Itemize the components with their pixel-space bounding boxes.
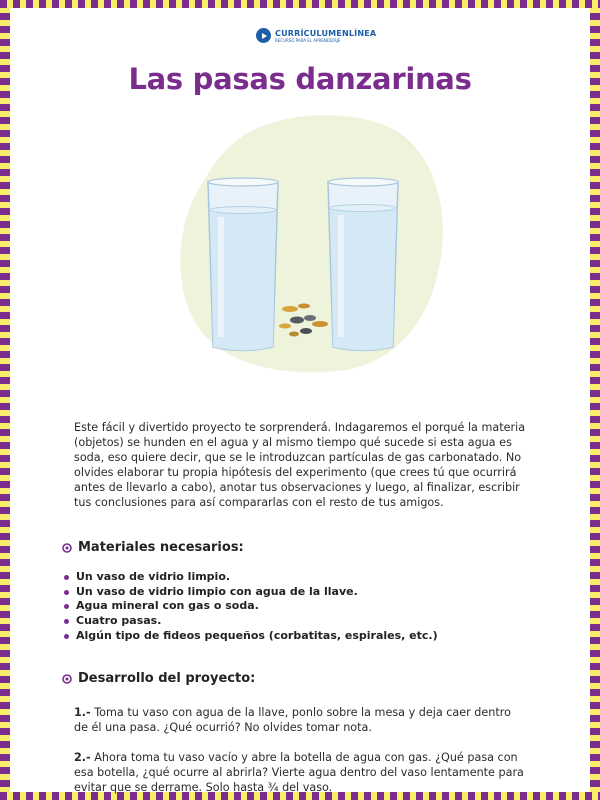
swirl-bullet-icon [62,543,72,553]
list-item: Un vaso de vidrio limpio con agua de la llave. [64,585,438,600]
intro-paragraph: Este fácil y divertido proyecto te sorprenderá. Indagaremos el porqué la materia (objetos) se hunden en el agua y al mismo tiempo qué sucede si esta agua es soda, eso quiere decir, que se le introduzcan partículas de gas carbonatado. No olvides elaborar tu propia hipótesis del experimento (que crees tú que ocurrirá antes de llevarlo a cabo), anotar tus observaciones y luego, al finalizar, escribir tus conclusiones para así compararlas con el resto de tus amigos. [74,421,526,509]
development-heading-text: Desarrollo del proyecto: [78,671,256,686]
border-right [590,0,600,800]
development-heading [62,671,255,686]
glass-right [328,178,398,351]
materials-list [64,570,438,644]
bullet-dot-icon [64,604,69,609]
step-2: 2.- Ahora toma tu vaso vacío y abre la botella de agua con gas. ¿Qué pasa con esa botella, ¿qué ocurre al abrirla? Vierte agua dentro del vaso lentamente para evitar que se derrame. Solo hasta ¾ del vaso. [74,751,524,794]
list-item: Algún tipo de fideos pequeños (corbatitas, espirales, etc.) [64,629,438,644]
logo-play-icon [256,28,271,43]
border-left [0,0,10,800]
list-item: Un vaso de vidrio limpio. [64,570,438,585]
list-item: Agua mineral con gas o soda. [64,599,438,614]
bullet-dot-icon [64,590,69,595]
list-item: Cuatro pasas. [64,614,438,629]
step-1: 1.- Toma tu vaso con agua de la llave, ponlo sobre la mesa y deja caer dentro de él una pasa. ¿Qué ocurrió? No olvides tomar nota. [74,706,511,734]
bullet-dot-icon [64,634,69,639]
page-title: Las pasas danzarinas [128,62,472,96]
materials-heading-text: Materiales necesarios: [78,540,244,555]
glass-left [208,178,278,351]
logo [256,28,376,43]
glasses-illustration [180,112,450,377]
logo-subtext: RECURSO PARA EL APRENDIZAJE [275,37,341,43]
bullet-dot-icon [64,575,69,580]
swirl-bullet-icon [62,674,72,684]
border-top [0,0,600,8]
bullet-dot-icon [64,619,69,624]
logo-text: CURRÍCULUMENLÍNEA [275,28,377,38]
materials-heading [62,540,244,555]
